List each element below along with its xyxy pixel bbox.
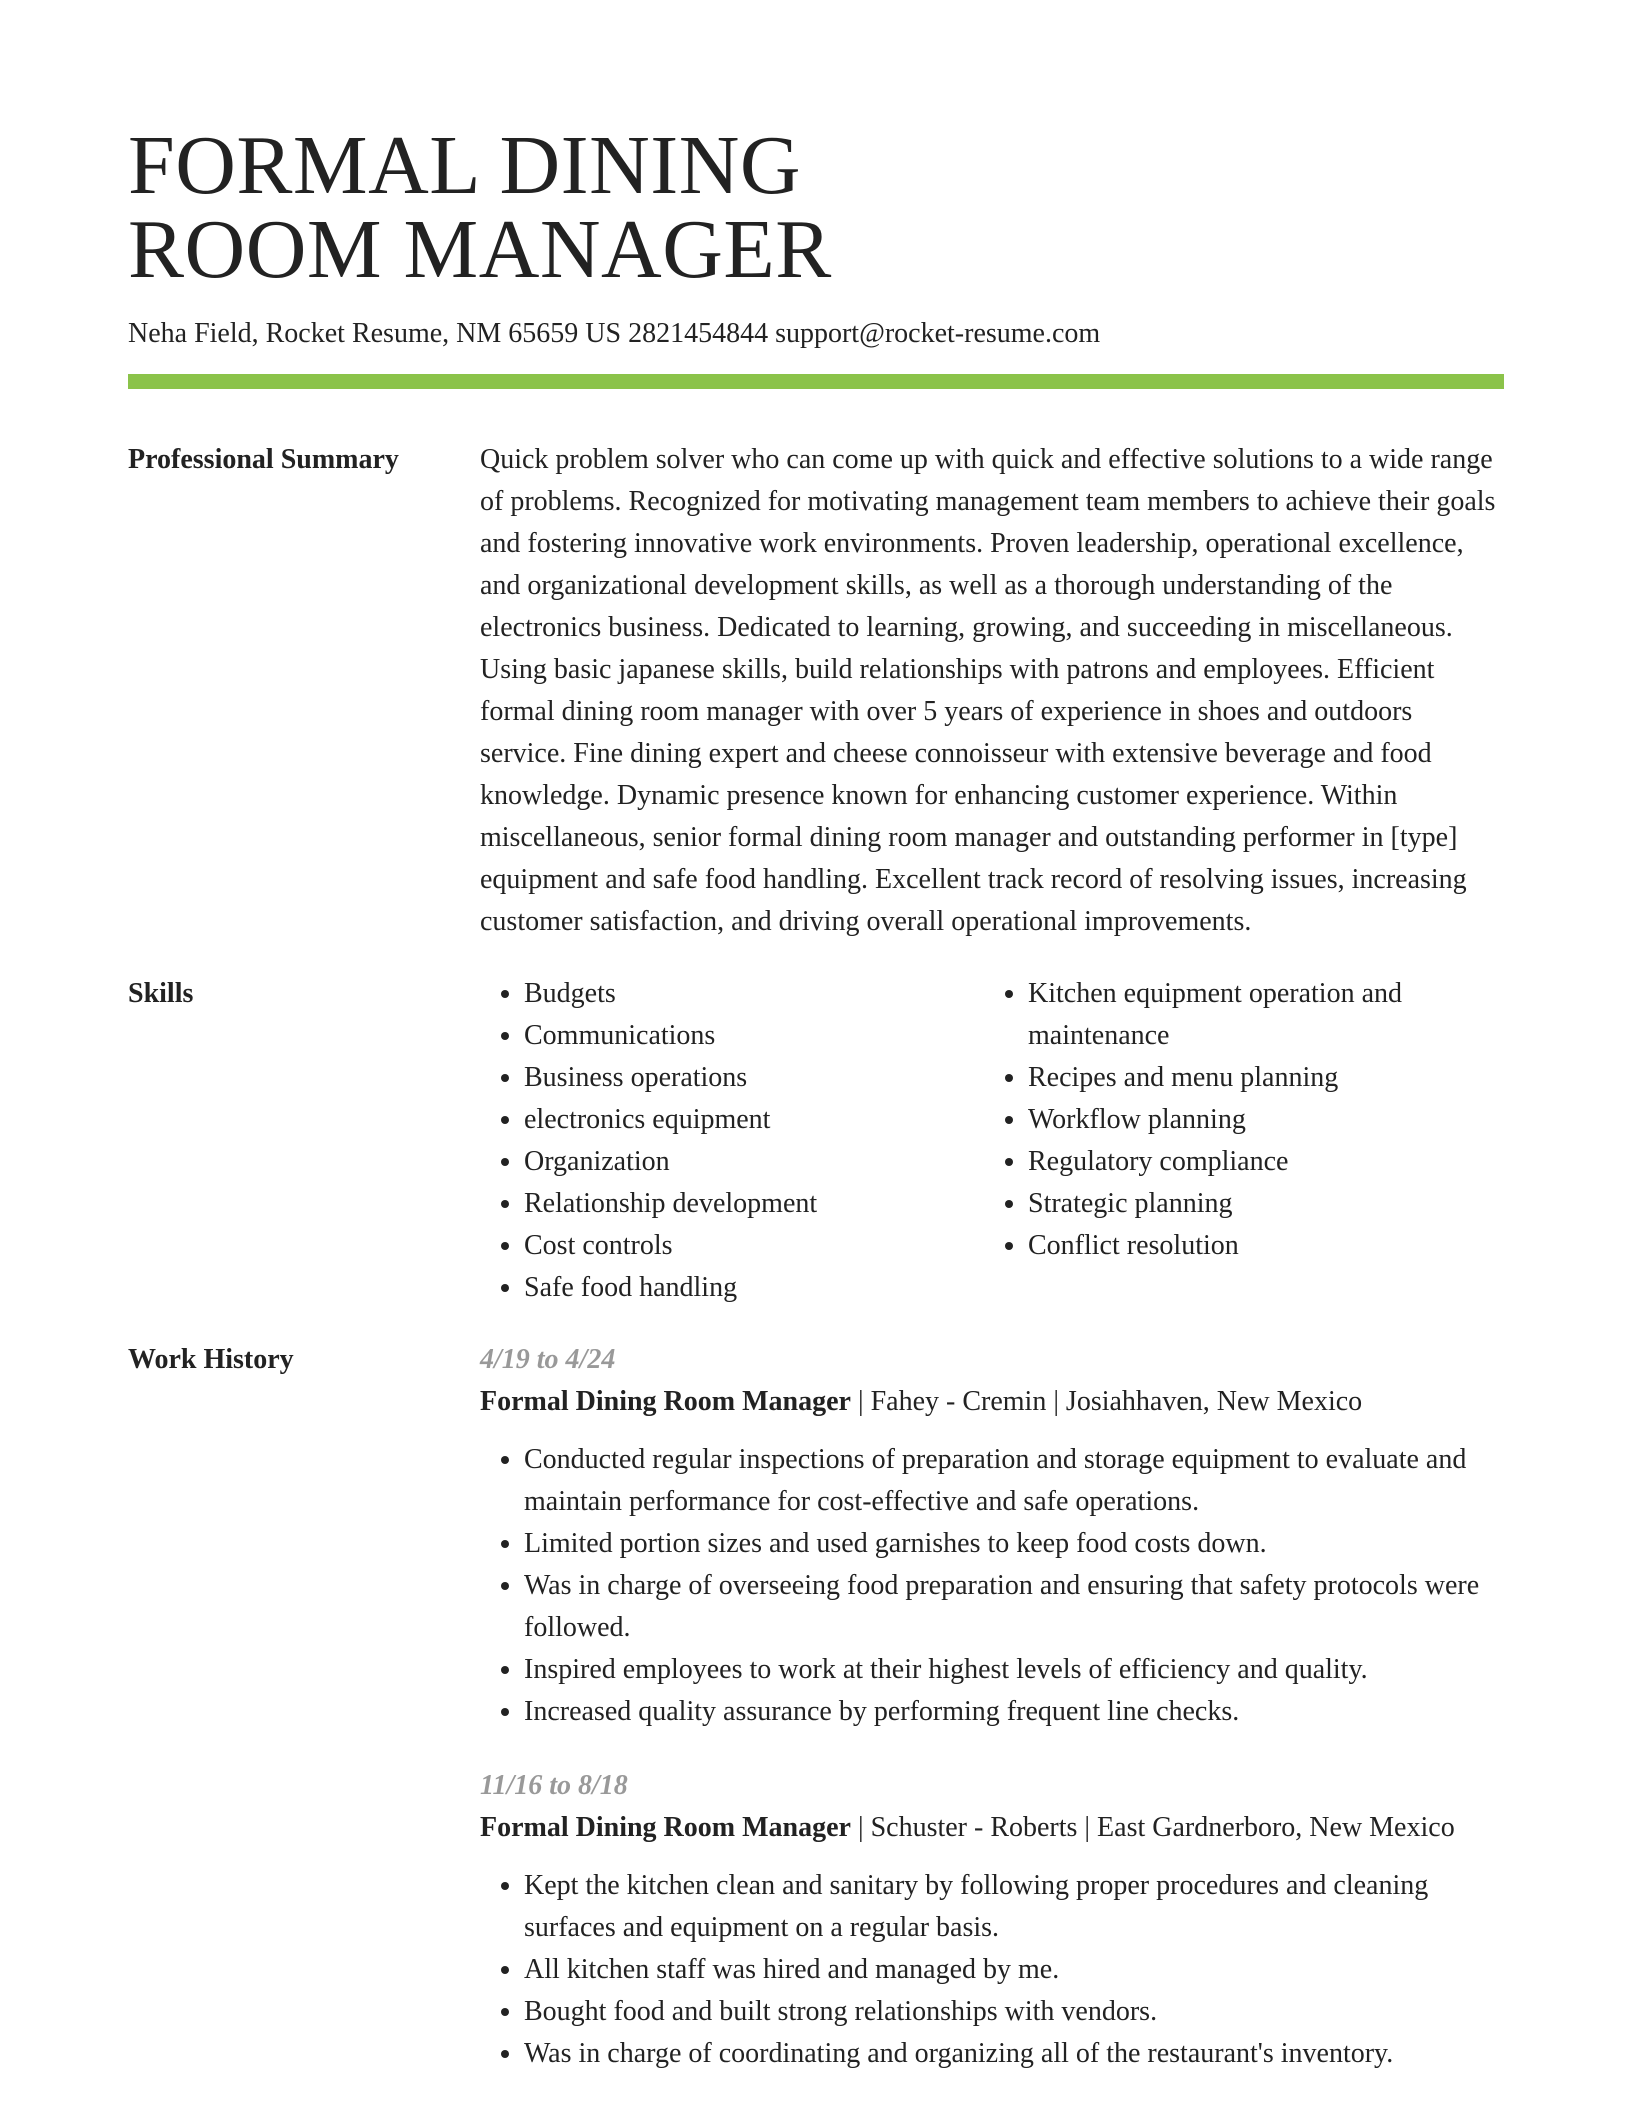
skill-item: • Communications [524, 1015, 984, 1057]
skill-item: • Cost controls [524, 1225, 984, 1267]
skill-item: • electronics equipment [524, 1099, 984, 1141]
job-duty: • Limited portion sizes and used garnishes to keep food costs down. [524, 1523, 1504, 1565]
job-company-location: | Schuster - Roberts | East Gardnerboro, New Mexico [850, 1812, 1455, 1843]
skill-item: • Relationship development [524, 1183, 984, 1225]
section-label-summary: Professional Summary [128, 444, 399, 475]
job-heading [480, 1807, 1504, 1849]
job-dates: 4/19 to 4/24 [480, 1344, 616, 1375]
job-duty: • Increased quality assurance by performing frequent line checks. [524, 1691, 1504, 1733]
skill-item: • Budgets [524, 973, 984, 1015]
resume-title [128, 0, 1504, 296]
skills-list-col1 [480, 973, 984, 1309]
skill-item: • Business operations [524, 1057, 984, 1099]
job-company-location: | Fahey - Cremin | Josiahhaven, New Mexico [850, 1386, 1363, 1417]
skill-item: • Regulatory compliance [1028, 1141, 1488, 1183]
job-duty: • All kitchen staff was hired and managed by me. [524, 1949, 1504, 1991]
job-duty: • Bought food and built strong relationships with vendors. [524, 1991, 1504, 2033]
job-role: Formal Dining Room Manager [480, 1386, 851, 1417]
section-label-skills: Skills [128, 978, 194, 1009]
job-heading [480, 1381, 1504, 1423]
skill-item: • Organization [524, 1141, 984, 1183]
section-label-work: Work History [128, 1344, 294, 1375]
skills-section [128, 973, 1504, 1309]
skill-item: • Safe food handling [524, 1267, 984, 1309]
job-duty: • Was in charge of overseeing food preparation and ensuring that safety protocols were followed. [524, 1565, 1504, 1649]
skill-item: • Workflow planning [1028, 1099, 1488, 1141]
skills-columns [480, 973, 1504, 1309]
skill-item: • Strategic planning [1028, 1183, 1488, 1225]
skill-item: • Kitchen equipment operation and maintenance [1028, 973, 1488, 1057]
job-duties-list [480, 1439, 1504, 1733]
work-history-section [128, 1339, 1504, 2075]
job-duties-list [480, 1865, 1504, 2075]
professional-summary-section [128, 439, 1504, 943]
skill-item: • Recipes and menu planning [1028, 1057, 1488, 1099]
job-dates: 11/16 to 8/18 [480, 1770, 628, 1801]
contact-info: Neha Field, Rocket Resume, NM 65659 US 2821454844 support@rocket-resume.com [128, 318, 1101, 349]
job-entry [480, 1765, 1504, 2075]
skills-list-col2 [984, 973, 1488, 1309]
job-entry [480, 1339, 1504, 1733]
job-role: Formal Dining Room Manager [480, 1812, 851, 1843]
job-duty: • Was in charge of coordinating and organizing all of the restaurant's inventory. [524, 2033, 1504, 2075]
summary-body [480, 439, 1504, 943]
job-duty: • Conducted regular inspections of preparation and storage equipment to evaluate and maintain performance for cost-effective and safe operations. [524, 1439, 1504, 1523]
job-duty: • Kept the kitchen clean and sanitary by following proper procedures and cleaning surfaces and equipment on a regular basis. [524, 1865, 1504, 1949]
title-line-2: ROOM MANAGER [128, 203, 832, 296]
work-history-body [480, 1339, 1504, 2075]
summary-text: Quick problem solver who can come up with quick and effective solutions to a wide range of problems. Recognized for motivating management team members to achieve their goals and fostering innovative work environments. Proven leadership, operational excellence, and organizational development skills, as well as a thorough understanding of the electronics business. Dedicated to learning, growing, and succeeding in miscellaneous. Using basic japanese skills, build relationships with patrons and employees. Efficient formal dining room manager with over 5 years of experience in shoes and outdoors service. Fine dining expert and cheese connoisseur with extensive beverage and food knowledge. Dynamic presence known for enhancing customer experience. Within miscellaneous, senior formal dining room manager and outstanding performer in [type] equipment and safe food handling. Excellent track record of resolving issues, increasing customer satisfaction, and driving overall operational improvements. [480, 444, 1496, 937]
skill-item: • Conflict resolution [1028, 1225, 1488, 1267]
resume-page [128, 0, 1504, 2075]
job-duty: • Inspired employees to work at their highest levels of efficiency and quality. [524, 1649, 1504, 1691]
title-line-1: FORMAL DINING [128, 119, 802, 212]
accent-divider [128, 374, 1504, 389]
